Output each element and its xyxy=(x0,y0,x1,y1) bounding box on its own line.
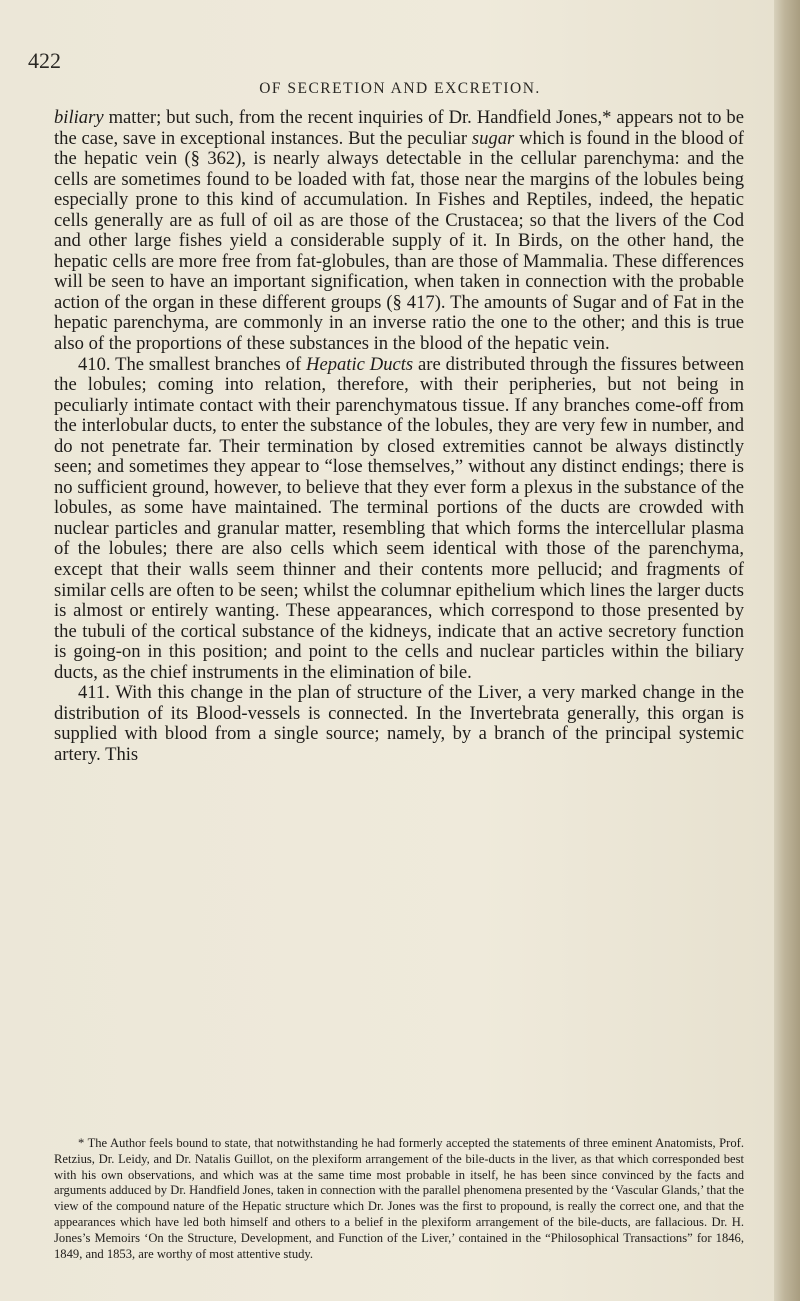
paragraph-text: which is found in the blood of the hepatic vein (§ 362), is nearly always detectable in the cellular parenchyma: and the cells are sometimes found to be loaded with fat, those near the margins of the lobules being especially prone to this kind of accumulation. In Fishes and Reptiles, indeed, the hepatic cells generally are as full of oil as are those of the Crustacea; so that the livers of the Cod and other large fishes yield a considerable supply of it. In Birds, on the other hand, the hepatic cells are more free from fat-globules, than are those of Mammalia. These differences will be seen to have an important signification, when taken in connection with the probable action of the organ in these different groups (§ 417). The amounts of Sugar and of Fat in the hepatic parenchyma, are commonly in an inverse ratio the one to the other; and this is true also of the proportions of these substances in the blood of the hepatic vein. xyxy=(54,127,745,355)
paragraph-biliary xyxy=(54,108,744,355)
italic-term: Hepatic Ducts xyxy=(306,353,414,375)
italic-term: sugar xyxy=(471,127,515,149)
paragraph-text: are distributed through the fissures between the lobules; coming into relation, therefore, with their peripheries, but not being in peculiarly intimate contact with their parenchymatous tissue. If any branches come-off from the interlobular ducts, to enter the substance of the lobules, they are very few in number, and do not penetrate far. Their termination by closed extremities cannot be always distinctly seen; and sometimes they appear to “lose themselves,” without any distinct endings; there is no sufficient ground, however, to believe that they ever form a plexus in the substance of the lobules, as some have maintained. The terminal portions of the ducts are crowded with nuclear particles and granular matter, resembling that which forms the intercellular plasma of the lobules; there are also cells which seem identical with those of the parenchyma, except that their walls seem thinner and their contents more pellucid; and fragments of similar cells are often to be seen; whilst the columnar epithelium which lines the larger ducts is almost or entirely wanting. These appearances, which correspond to those presented by the tubuli of the cortical substance of the kidneys, indicate that an active secretory function is going-on in this position; and point to the cells and nuclear particles within the biliary ducts, as the chief instruments in the elimination of bile. xyxy=(54,353,745,683)
footnote-text: * The Author feels bound to state, that notwithstanding he had formerly accepted the statements of three eminent Anatomists, Prof. Retzius, Dr. Leidy, and Dr. Natalis Guillot, on the plexiform arrangement of the bile-ducts in the liver, as that which corresponded best with his own observations, and which was at the same time most probable in itself, he has been since convinced by the facts and arguments adduced by Dr. Handfield Jones, taken in connection with the parallel phenomena presented by the ‘Vascular Glands,’ that the view of the compound nature of the Hepatic structure which Dr. Jones was the first to propound, is really the correct one, and that the appearances which have led both himself and others to a belief in the plexiform arrangement of the bile-ducts, are fallacious. Dr. H. Jones’s Memoirs ‘On the Structure, Development, and Function of the Liver,’ contained in the “Philosophical Transactions” for 1846, 1849, and 1853, are worthy of most attentive study. xyxy=(54,1136,744,1261)
paragraph-411: 411. With this change in the plan of structure of the Liver, a very marked change in the distribution of its Blood-vessels is connected. In the Invertebrata generally, this organ is supplied with blood from a single source; namely, by a branch of the principal systemic artery. This xyxy=(54,682,744,765)
page-binding-edge xyxy=(774,0,800,1301)
body-text xyxy=(54,108,744,766)
page-number: 422 xyxy=(28,48,61,73)
paragraph-410 xyxy=(54,355,744,684)
paragraph-text: 410. The smallest branches of xyxy=(78,353,307,375)
running-head: OF SECRETION AND EXCRETION. xyxy=(259,80,541,97)
paragraph-text: matter; but such, from the recent inquiries of Dr. Handfield Jones,* appears not to be the case, save in exceptional instances. But the peculiar xyxy=(54,107,744,149)
italic-term: biliary xyxy=(54,107,104,128)
footnote xyxy=(54,1136,744,1262)
